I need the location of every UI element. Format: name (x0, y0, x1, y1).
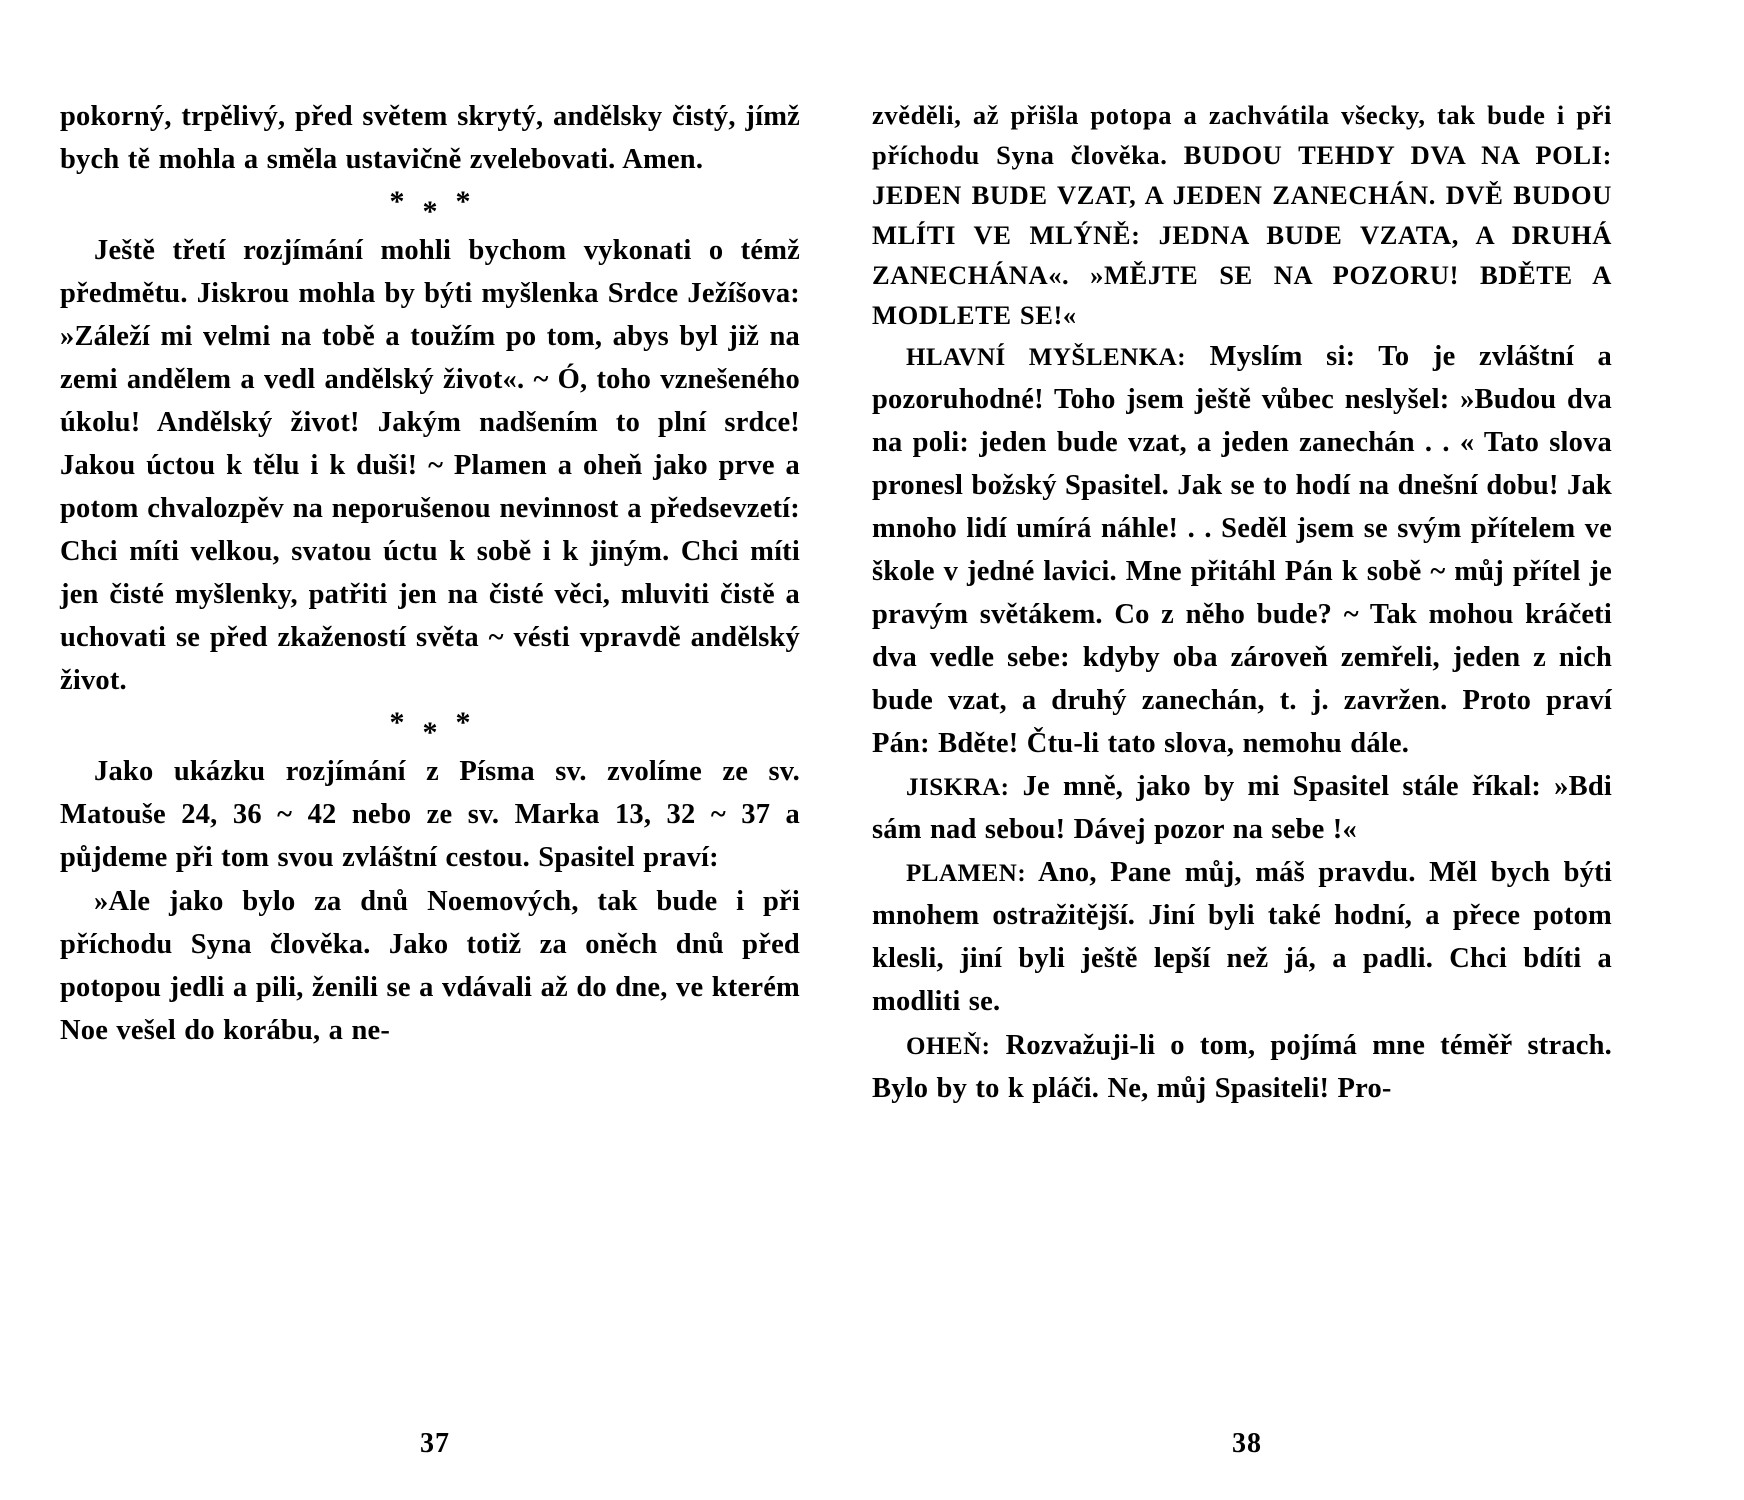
star-glyph: * (455, 185, 489, 219)
paragraph-text: Myslím si: To je zvláštní a pozoruhodné! Toho jsem ještě vůbec neslyšel: »Budou dva na poli: jeden bude vzat, a jeden zanechán . . « Tato slova pronesl božský Spasitel. Jak se to hodí na dnešní dobu! Jak mnoho lidí umírá náhle! . . Seděl jsem se svým přítelem ve škole v jedné lavici. Mne přitáhl Pán k sobě ~ můj přítel je pravým světákem. Co z něho bude? ~ Tak mohou kráčeti dva vedle sebe: kdyby oba zároveň zemřeli, jeden z nich bude vzat, a druhý zanechán, t. j. zavržen. Proto praví Pán: Bděte! Čtu-li tato slova, nemohu dále. (872, 341, 1612, 760)
paragraph-ohen (872, 1024, 1612, 1110)
page-left-text-column (60, 95, 800, 1428)
ornament-divider-2 (60, 706, 800, 750)
paragraph-text: Je mně, jako by mi Spasitel stále říkal: »Bdi sám nad sebou! Dávej pozor na sebe !« (872, 771, 1612, 846)
paragraph-text: Rozvažuji-li o tom, pojímá mne téměř strach. Bylo by to k pláči. Ne, můj Spasiteli! Pro- (872, 1029, 1612, 1104)
paragraph-hlavni-myslenka (872, 335, 1612, 765)
star-glyph: * (389, 185, 423, 219)
paragraph: pokorný, trpělivý, před světem skrytý, andělsky čistý, jímž bych tě mohla a směla ustavičně zvelebovati. Amen. (60, 101, 800, 176)
speaker-label: HLAVNÍ MYŠLENKA: (906, 344, 1187, 371)
star-glyph: * (422, 195, 456, 229)
paragraph-jiskra (872, 765, 1612, 851)
star-glyph: * (389, 706, 423, 740)
paragraph-text: Ano, Pane můj, máš pravdu. Měl bych býti mnohem ostražitější. Jiní byli také hodní, a přece potom klesli, jiní byli ještě lepší než já, a padli. Chci bdíti a modliti se. (872, 857, 1612, 1018)
paragraph: zvěděli, až přišla potopa a zachvátila všecky, tak bude i při příchodu Syna člověka. BUDOU TEHDY DVA NA POLI: JEDEN BUDE VZAT, A JEDEN ZANECHÁN. DVĚ BUDOU MLÍTI VE MLÝNĚ: JEDNA BUDE VZATA, A DRUHÁ ZANECHÁNA«. »MĚJTE SE NA POZORU! BDĚTE A MODLETE SE!« (872, 100, 1612, 330)
page-number-left: 37 (420, 1428, 450, 1459)
ornament-divider-1 (60, 185, 800, 229)
page-left (60, 95, 800, 1500)
page-right-text-column (872, 95, 1612, 1428)
speaker-label: OHEŇ: (906, 1032, 991, 1060)
paragraph-plamen (872, 851, 1612, 1023)
page-number-right: 38 (1232, 1428, 1262, 1459)
page-right (872, 95, 1612, 1500)
paragraph: Jako ukázku rozjímání z Písma sv. zvolíme ze sv. Matouše 24, 36 ~ 42 nebo ze sv. Marka 13, 32 ~ 37 a půjdeme při tom svou zvláštní cestou. Spasitel praví: (60, 756, 800, 874)
speaker-label: PLAMEN: (906, 860, 1027, 888)
star-glyph: * (455, 706, 489, 740)
paragraph: Ještě třetí rozjímání mohli bychom vykonati o témž předmětu. Jiskrou mohla by býti myšlenka Srdce Ježíšova: »Záleží mi velmi na tobě a toužím po tom, abys byl již na zemi andělem a vedl andělský život«. ~ Ó, toho vznešeného úkolu! Andělský život! Jakým nadšením to plní srdce! Jakou úctou k tělu i k duši! ~ Plamen a oheň jako prve a potom chvalozpěv na neporušenou nevinnost a předsevzetí: Chci míti velkou, svatou úctu k sobě i k jiným. Chci míti jen čisté myšlenky, patřiti jen na čisté věci, mluviti čistě a uchovati se před zkažeností světa ~ vésti vpravdě andělský život. (60, 235, 800, 697)
star-glyph: * (422, 716, 456, 750)
paragraph: »Ale jako bylo za dnů Noemových, tak bude i při příchodu Syna člověka. Jako totiž za oněch dnů před potopou jedli a pili, ženili se a vdávali až do dne, ve kterém Noe vešel do korábu, a ne- (60, 885, 800, 1046)
speaker-label: JISKRA: (906, 774, 1010, 802)
